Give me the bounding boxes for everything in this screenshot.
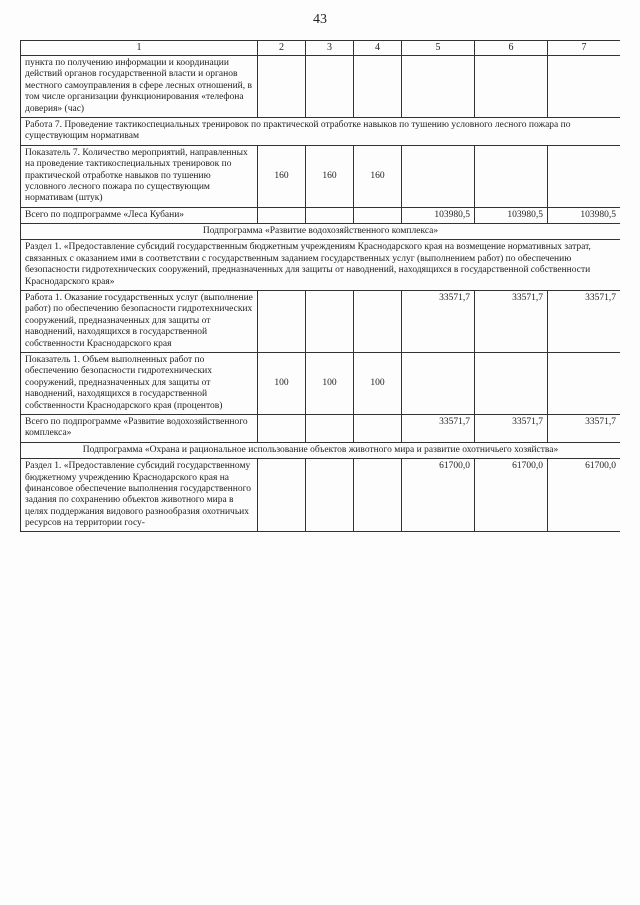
- value-cell: 100: [354, 352, 402, 414]
- value-cell: [402, 352, 475, 414]
- value-cell: [402, 56, 475, 118]
- column-number: 5: [402, 41, 475, 56]
- section-title: Раздел 1. «Предоставление субсидий государственным бюджетным учреждениям Краснодарского края на возмещение нормативных затрат, связанных с оказанием ими в соответствии с государственным заданием государственных услуг (выполнением работ) по обеспечению безопасности гидротехнических сооружений, предназначенных для защиты от наводнений, находящихся в государственной собственности Краснодарского края»: [21, 240, 621, 291]
- value-cell: [475, 56, 548, 118]
- value-cell: 160: [354, 145, 402, 207]
- column-number: 6: [475, 41, 548, 56]
- value-cell: [258, 291, 306, 353]
- value-cell: 33571,7: [475, 291, 548, 353]
- value-cell: [306, 414, 354, 442]
- value-cell: [402, 145, 475, 207]
- value-cell: [306, 56, 354, 118]
- row-label-cell: Показатель 1. Объем выполненных работ по обеспечению безопасности гидротехнических сооружений, предназначенных для защиты от наводнений, находящихся в государственной собственности Краснодарского края (процентов): [21, 352, 258, 414]
- budget-table: [20, 40, 620, 532]
- table-row: [21, 56, 621, 118]
- value-cell: [475, 352, 548, 414]
- value-cell: 33571,7: [402, 414, 475, 442]
- value-cell: [354, 56, 402, 118]
- table-body: [21, 41, 621, 532]
- table-row: [21, 145, 621, 207]
- value-cell: [548, 352, 621, 414]
- value-cell: 100: [306, 352, 354, 414]
- column-number: 1: [21, 41, 258, 56]
- value-cell: 33571,7: [402, 291, 475, 353]
- table-row: [21, 207, 621, 223]
- value-cell: [354, 291, 402, 353]
- value-cell: 103980,5: [475, 207, 548, 223]
- value-cell: [354, 207, 402, 223]
- row-label-cell: Раздел 1. «Предоставление субсидий государственному бюджетному учреждению Краснодарского края на финансовое обеспечение выполнения государственного задания по сохранению объектов животного мира в целях поддержания видового разнообразия охотничьих ресурсов на территории госу-: [21, 459, 258, 532]
- column-number: 4: [354, 41, 402, 56]
- section-row: [21, 117, 621, 145]
- value-cell: 61700,0: [548, 459, 621, 532]
- value-cell: [306, 291, 354, 353]
- column-number: 7: [548, 41, 621, 56]
- value-cell: [258, 459, 306, 532]
- value-cell: [475, 145, 548, 207]
- row-label-cell: Всего по подпрограмме «Леса Кубани»: [21, 207, 258, 223]
- value-cell: [258, 414, 306, 442]
- table-row: [21, 459, 621, 532]
- value-cell: [548, 56, 621, 118]
- table-row: [21, 352, 621, 414]
- subprogram-heading: Подпрограмма «Развитие водохозяйственного комплекса»: [21, 224, 621, 240]
- table-row: [21, 291, 621, 353]
- value-cell: [548, 145, 621, 207]
- value-cell: 103980,5: [402, 207, 475, 223]
- section-title: Работа 7. Проведение тактикоспециальных тренировок по практической отработке навыков по тушению условного лесного пожара по существующим нормативам: [21, 117, 621, 145]
- value-cell: 100: [258, 352, 306, 414]
- value-cell: [354, 414, 402, 442]
- page-number: 43: [313, 12, 327, 27]
- value-cell: 103980,5: [548, 207, 621, 223]
- column-number: 2: [258, 41, 306, 56]
- row-label-cell: пункта по получению информации и координации действий органов государственной власти и органов местного самоуправления в сфере лесных отношений, в том числе организации функционирования «телефона доверия» (час): [21, 56, 258, 118]
- subprogram-heading-row: [21, 224, 621, 240]
- row-label-cell: Показатель 7. Количество мероприятий, направленных на проведение тактикоспециальных тренировок по практической отработке навыков по тушению условного лесного пожара по существующим нормативам (штук): [21, 145, 258, 207]
- value-cell: 160: [258, 145, 306, 207]
- value-cell: [258, 207, 306, 223]
- row-label-cell: Всего по подпрограмме «Развитие водохозяйственного комплекса»: [21, 414, 258, 442]
- table-row: [21, 414, 621, 442]
- value-cell: 61700,0: [402, 459, 475, 532]
- column-number: 3: [306, 41, 354, 56]
- column-number-row: [21, 41, 621, 56]
- subprogram-heading-row: [21, 442, 621, 458]
- value-cell: [354, 459, 402, 532]
- value-cell: 33571,7: [548, 414, 621, 442]
- row-label-cell: Работа 1. Оказание государственных услуг (выполнение работ) по обеспечению безопасности гидротехнических сооружений, предназначенных для защиты от наводнений, находящихся в государственной собственности Краснодарского края: [21, 291, 258, 353]
- value-cell: [306, 207, 354, 223]
- value-cell: [258, 56, 306, 118]
- value-cell: 160: [306, 145, 354, 207]
- subprogram-heading: Подпрограмма «Охрана и рациональное использование объектов животного мира и развитие охотничьего хозяйства»: [21, 442, 621, 458]
- value-cell: 33571,7: [548, 291, 621, 353]
- value-cell: 33571,7: [475, 414, 548, 442]
- value-cell: 61700,0: [475, 459, 548, 532]
- value-cell: [306, 459, 354, 532]
- document-sheet: [20, 40, 620, 890]
- section-row: [21, 240, 621, 291]
